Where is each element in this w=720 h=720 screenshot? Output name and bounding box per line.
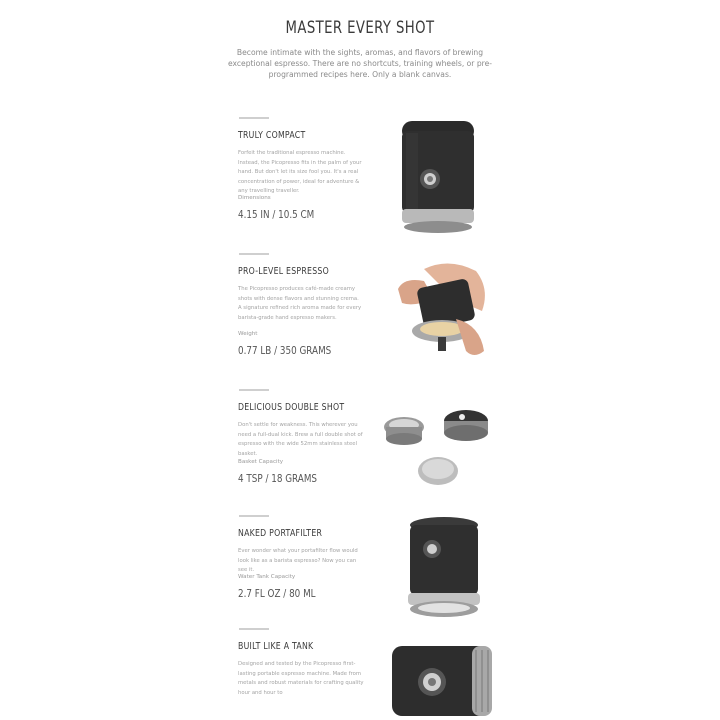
hand-pressing-icon bbox=[394, 259, 494, 371]
feature-description: Designed and tested by the Picopresso first-lasting portable espresso machine. Made from metals and robust materials for crafting quality hour and hour to bbox=[238, 661, 364, 696]
picopresso-closed-icon bbox=[396, 117, 482, 241]
feature-title: TRULY COMPACT bbox=[238, 130, 306, 141]
portafilter-icon bbox=[402, 515, 486, 625]
feature-description: The Picopresso produces café-made creamy shots with dense flavors and stunning crema. A signature refined rich aroma made for every barista-grade hand espresso makers. bbox=[238, 286, 362, 321]
feature-title: DELICIOUS DOUBLE SHOT bbox=[238, 402, 345, 413]
picopresso-side-icon bbox=[388, 642, 498, 720]
spec-label: Weight bbox=[238, 331, 258, 337]
page-title: MASTER EVERY SHOT bbox=[285, 18, 435, 38]
section-divider bbox=[239, 117, 269, 119]
feature-description: Don't settle for weakness. This wherever you need a full-dual kick. Brew a full double shot of espresso with the wide 52mm stainless steel basket. bbox=[238, 422, 363, 457]
feature-pro-level-espresso bbox=[238, 253, 598, 373]
feature-double-shot bbox=[238, 389, 598, 509]
feature-truly-compact bbox=[238, 117, 598, 237]
basket-parts-icon bbox=[382, 401, 502, 501]
spec-value: 4.15 IN / 10.5 CM bbox=[238, 208, 315, 221]
section-divider bbox=[239, 389, 269, 391]
feature-description: Ever wonder what your portafilter flow would look like as a barista espresso? Now you can see it. bbox=[238, 548, 358, 573]
feature-built-like-a-tank bbox=[238, 628, 598, 720]
spec-value: 4 TSP / 18 GRAMS bbox=[238, 472, 317, 485]
feature-title: BUILT LIKE A TANK bbox=[238, 641, 314, 652]
feature-title: NAKED PORTAFILTER bbox=[238, 528, 323, 539]
feature-naked-portafilter bbox=[238, 515, 598, 635]
spec-value: 2.7 FL OZ / 80 ML bbox=[238, 587, 316, 600]
feature-title: PRO-LEVEL ESPRESSO bbox=[238, 266, 329, 277]
section-divider bbox=[239, 628, 269, 630]
spec-label: Water Tank Capacity bbox=[238, 574, 296, 580]
spec-label: Basket Capacity bbox=[238, 459, 284, 465]
section-divider bbox=[239, 253, 269, 255]
spec-label: Dimensions bbox=[238, 195, 271, 201]
intro-header bbox=[0, 18, 720, 80]
section-divider bbox=[239, 515, 269, 517]
intro-text: Become intimate with the sights, aromas, and flavors of brewing exceptional espresso. There are no shortcuts, training wheels, or pre-programmed recipes here. Only a blank canvas. bbox=[227, 48, 493, 79]
spec-value: 0.77 LB / 350 GRAMS bbox=[238, 344, 332, 357]
feature-description: Forfeit the traditional espresso machine. Instead, the Picopresso fits in the palm of your hand. But don't let its size fool you. It's a real concentration of power, ideal for adventure & any travelling traveller. bbox=[238, 150, 362, 194]
